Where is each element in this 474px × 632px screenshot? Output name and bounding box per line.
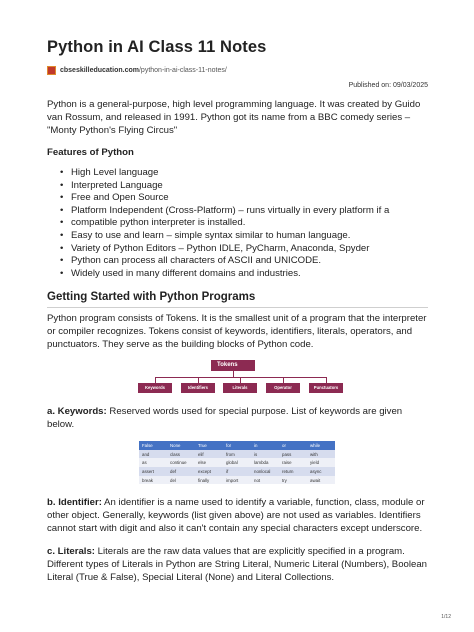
table-cell: async <box>307 467 335 476</box>
table-cell: True <box>195 441 223 450</box>
keywords-paragraph <box>47 405 429 431</box>
getting-started-paragraph: Python program consists of Tokens. It is the smallest unit of a program that the interpreter or compiler recognizes. Tokens consist of keywords, identifiers, literals, operators, and punctuators. They serve as the building blocks of Python code. <box>47 313 427 350</box>
diagram-node-punctuators: Punctuators <box>309 383 343 393</box>
identifier-paragraph <box>47 496 429 535</box>
page-title: Python in AI Class 11 Notes <box>47 38 267 56</box>
features-list <box>60 167 430 280</box>
list-item: • Python can process all characters of ASCII and UNICODE. <box>60 255 430 268</box>
table-cell: global <box>223 458 251 467</box>
table-cell: not <box>251 476 279 485</box>
source-line <box>47 66 227 75</box>
published-date: Published on: 09/03/2025 <box>348 82 428 89</box>
table-cell: yield <box>307 458 335 467</box>
table-cell: if <box>223 467 251 476</box>
keywords-text: Reserved words used for special purpose. List of keywords are given below. <box>47 406 403 430</box>
diagram-node-keywords: Keywords <box>138 383 172 393</box>
table-cell: del <box>167 476 195 485</box>
list-item: • Easy to use and learn – simple syntax similar to human language. <box>60 230 430 243</box>
table-cell: while <box>307 441 335 450</box>
diagram-node-literals: Literals <box>223 383 257 393</box>
table-cell: is <box>251 450 279 459</box>
table-cell: def <box>167 467 195 476</box>
table-cell: None <box>167 441 195 450</box>
source-link[interactable] <box>60 67 227 74</box>
features-heading: Features of Python <box>47 147 134 158</box>
table-cell: import <box>223 476 251 485</box>
table-cell: return <box>279 467 307 476</box>
diagram-node-identifiers: Identifiers <box>181 383 215 393</box>
section-divider <box>47 307 428 308</box>
keywords-term: a. Keywords: <box>47 406 107 417</box>
list-item: • compatible python interpreter is installed. <box>60 217 430 230</box>
site-favicon-icon <box>47 66 56 75</box>
tokens-diagram <box>138 360 344 396</box>
table-cell: await <box>307 476 335 485</box>
table-cell: else <box>195 458 223 467</box>
table-cell: except <box>195 467 223 476</box>
source-path: /python-in-ai-class-11-notes/ <box>138 67 227 74</box>
table-row <box>139 476 335 485</box>
table-row <box>139 458 335 467</box>
table-cell: try <box>279 476 307 485</box>
page-number: 1/12 <box>441 614 451 620</box>
identifier-text: An identifier is a name used to identify a variable, function, class, module or other object. Generally, keywords (list given above) are not used as variables. Identifiers cannot start with digit and also it can't contain any special characters except underscore. <box>47 497 425 534</box>
table-cell: for <box>223 441 251 450</box>
list-item: • High Level language <box>60 167 430 180</box>
getting-started-heading: Getting Started with Python Programs <box>47 291 256 303</box>
list-item: • Variety of Python Editors – Python IDLE, PyCharm, Anaconda, Spyder <box>60 243 430 256</box>
table-cell: and <box>139 450 167 459</box>
table-cell: elif <box>195 450 223 459</box>
table-cell: nonlocal <box>251 467 279 476</box>
table-row <box>139 450 335 459</box>
intro-paragraph: Python is a general-purpose, high level programming language. It was created by Guido van Rossum, and released in 1991. Python got its name from a BBC comedy series – "Monty Python's Flying Circus" <box>47 99 421 136</box>
literals-term: c. Literals: <box>47 546 95 557</box>
list-item: • Interpreted Language <box>60 180 430 193</box>
list-item: • Platform Independent (Cross-Platform) – runs virtually in every platform if a <box>60 205 430 218</box>
list-item: • Widely used in many different domains and industries. <box>60 268 430 281</box>
table-cell: pass <box>279 450 307 459</box>
diagram-connector <box>155 377 327 378</box>
table-cell: False <box>139 441 167 450</box>
literals-text: Literals are the raw data values that are explicitly specified in a program. Different types of Literals in Python are String Literal, Numeric Literal (Numbers), Boolean Literal (True & False), Special Literal (None) and Literal Collections. <box>47 546 428 583</box>
source-domain: cbseskilleducation.com <box>60 67 139 74</box>
table-cell: or <box>279 441 307 450</box>
table-cell: raise <box>279 458 307 467</box>
table-row <box>139 441 335 450</box>
keyword-table <box>139 441 335 484</box>
table-cell: lambda <box>251 458 279 467</box>
table-cell: as <box>139 458 167 467</box>
table-cell: class <box>167 450 195 459</box>
table-cell: from <box>223 450 251 459</box>
table-cell: in <box>251 441 279 450</box>
table-cell: break <box>139 476 167 485</box>
literals-paragraph <box>47 545 429 584</box>
diagram-node-operator: Operator <box>266 383 300 393</box>
list-item: • Free and Open Source <box>60 192 430 205</box>
table-cell: assert <box>139 467 167 476</box>
diagram-root-node: Tokens <box>211 360 255 371</box>
table-cell: continue <box>167 458 195 467</box>
identifier-term: b. Identifier: <box>47 497 102 508</box>
table-row <box>139 467 335 476</box>
table-cell: with <box>307 450 335 459</box>
table-cell: finally <box>195 476 223 485</box>
